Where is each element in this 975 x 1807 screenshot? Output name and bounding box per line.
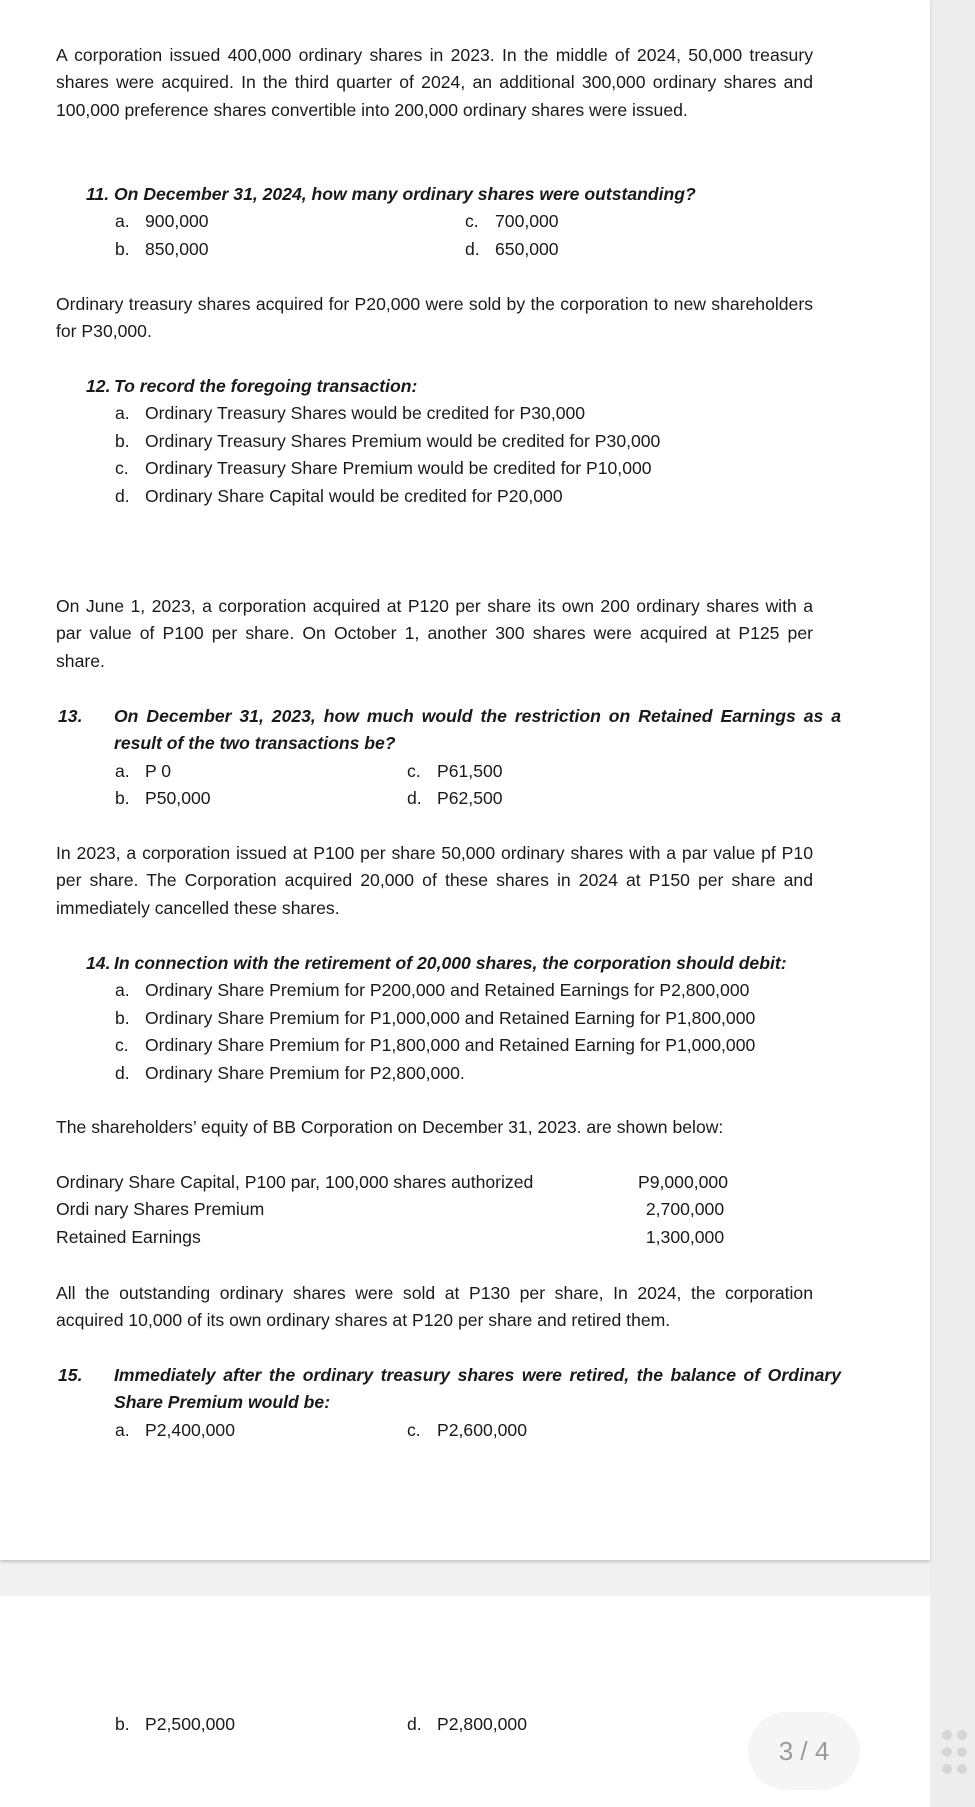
equity-amount-share-premium: 2,700,000 <box>645 1199 725 1219</box>
question-number: 12. <box>86 376 111 396</box>
equity-label-retained-earnings: Retained Earnings <box>56 1227 201 1247</box>
option-11d: d. 650,000 <box>465 239 559 259</box>
option-13c: c. P61,500 <box>407 761 503 781</box>
equity-amount-share-capital: P9,000,000 <box>637 1172 728 1192</box>
passage-1: A corporation issued 400,000 ordinary shares in 2023. In the middle of 2024, 50,000 treasury shares were acquired. In the third quarter of 2024, an additional 300,000 ordinary shares and 100,000 preference shares convertible into 200,000 ordinary shares were issued. <box>56 45 813 120</box>
question-text: Immediately after the ordinary treasury shares were retired, the balance of Ordinary Share Premium would be: <box>114 1365 841 1413</box>
equity-label-share-capital: Ordinary Share Capital, P100 par, 100,000 shares authorized <box>56 1172 534 1192</box>
question-12 <box>86 373 813 400</box>
option-11a: a. 900,000 <box>115 211 209 231</box>
question-text: In connection with the retirement of 20,000 shares, the corporation should debit: <box>114 953 787 973</box>
option-12b: b. Ordinary Treasury Shares Premium would be credited for P30,000 <box>115 431 661 451</box>
option-13b: b. P50,000 <box>115 788 211 808</box>
option-15d: d. P2,800,000 <box>407 1714 528 1734</box>
option-12c: c. Ordinary Treasury Share Premium would be credited for P10,000 <box>115 458 652 478</box>
option-11c: c. 700,000 <box>465 211 559 231</box>
question-14 <box>86 950 813 977</box>
passage-6: All the outstanding ordinary shares were sold at P130 per share, In 2024, the corporation acquired 10,000 of its own ordinary shares at P120 per share and retired them. <box>56 1283 813 1331</box>
page-indicator[interactable]: 3 / 4 <box>748 1712 860 1790</box>
option-14d: d. Ordinary Share Premium for P2,800,000. <box>115 1063 465 1083</box>
question-number: 11. <box>86 184 110 204</box>
equity-label-share-premium: Ordi nary Shares Premium <box>56 1199 265 1219</box>
option-15b: b. P2,500,000 <box>115 1714 236 1734</box>
question-number: 13. <box>58 706 83 726</box>
passage-5: The shareholders’ equity of BB Corporation on December 31, 2023. are shown below: <box>56 1117 724 1137</box>
option-13a: a. P 0 <box>115 761 172 781</box>
question-11 <box>86 181 813 208</box>
option-15c: c. P2,600,000 <box>407 1420 528 1440</box>
passage-4: In 2023, a corporation issued at P100 per share 50,000 ordinary shares with a par value pf P10 per share. The Corporation acquired 20,000 of these shares in 2024 at P150 per share and immediately cancelled these shares. <box>56 843 813 918</box>
passage-3: On June 1, 2023, a corporation acquired at P120 per share its own 200 ordinary shares with a par value of P100 per share. On October 1, another 300 shares were acquired at P125 per share. <box>56 596 813 671</box>
option-13d: d. P62,500 <box>407 788 503 808</box>
equity-amount-retained-earnings: 1,300,000 <box>645 1227 725 1247</box>
question-text: On December 31, 2024, how many ordinary shares were outstanding? <box>114 184 696 204</box>
viewer-scroll-gutter <box>930 0 975 1807</box>
passage-2: Ordinary treasury shares acquired for P20,000 were sold by the corporation to new shareholders for P30,000. <box>56 294 813 342</box>
option-11b: b. 850,000 <box>115 239 209 259</box>
option-12d: d. Ordinary Share Capital would be credited for P20,000 <box>115 486 563 506</box>
question-number: 15. <box>58 1365 83 1385</box>
question-number: 14. <box>86 953 111 973</box>
question-13 <box>58 703 841 758</box>
option-14b: b. Ordinary Share Premium for P1,000,000 and Retained Earning for P1,800,000 <box>115 1008 756 1028</box>
option-12a: a. Ordinary Treasury Shares would be credited for P30,000 <box>115 403 586 423</box>
question-text: On December 31, 2023, how much would the restriction on Retained Earnings as a result of the two transactions be? <box>114 706 841 754</box>
question-text: To record the foregoing transaction: <box>114 376 418 396</box>
option-14a: a. Ordinary Share Premium for P200,000 and Retained Earnings for P2,800,000 <box>115 980 750 1000</box>
option-15a: a. P2,400,000 <box>115 1420 236 1440</box>
grid-dots-icon[interactable] <box>940 1728 970 1778</box>
question-15 <box>58 1362 841 1417</box>
option-14c: c. Ordinary Share Premium for P1,800,000 and Retained Earning for P1,000,000 <box>115 1035 756 1055</box>
